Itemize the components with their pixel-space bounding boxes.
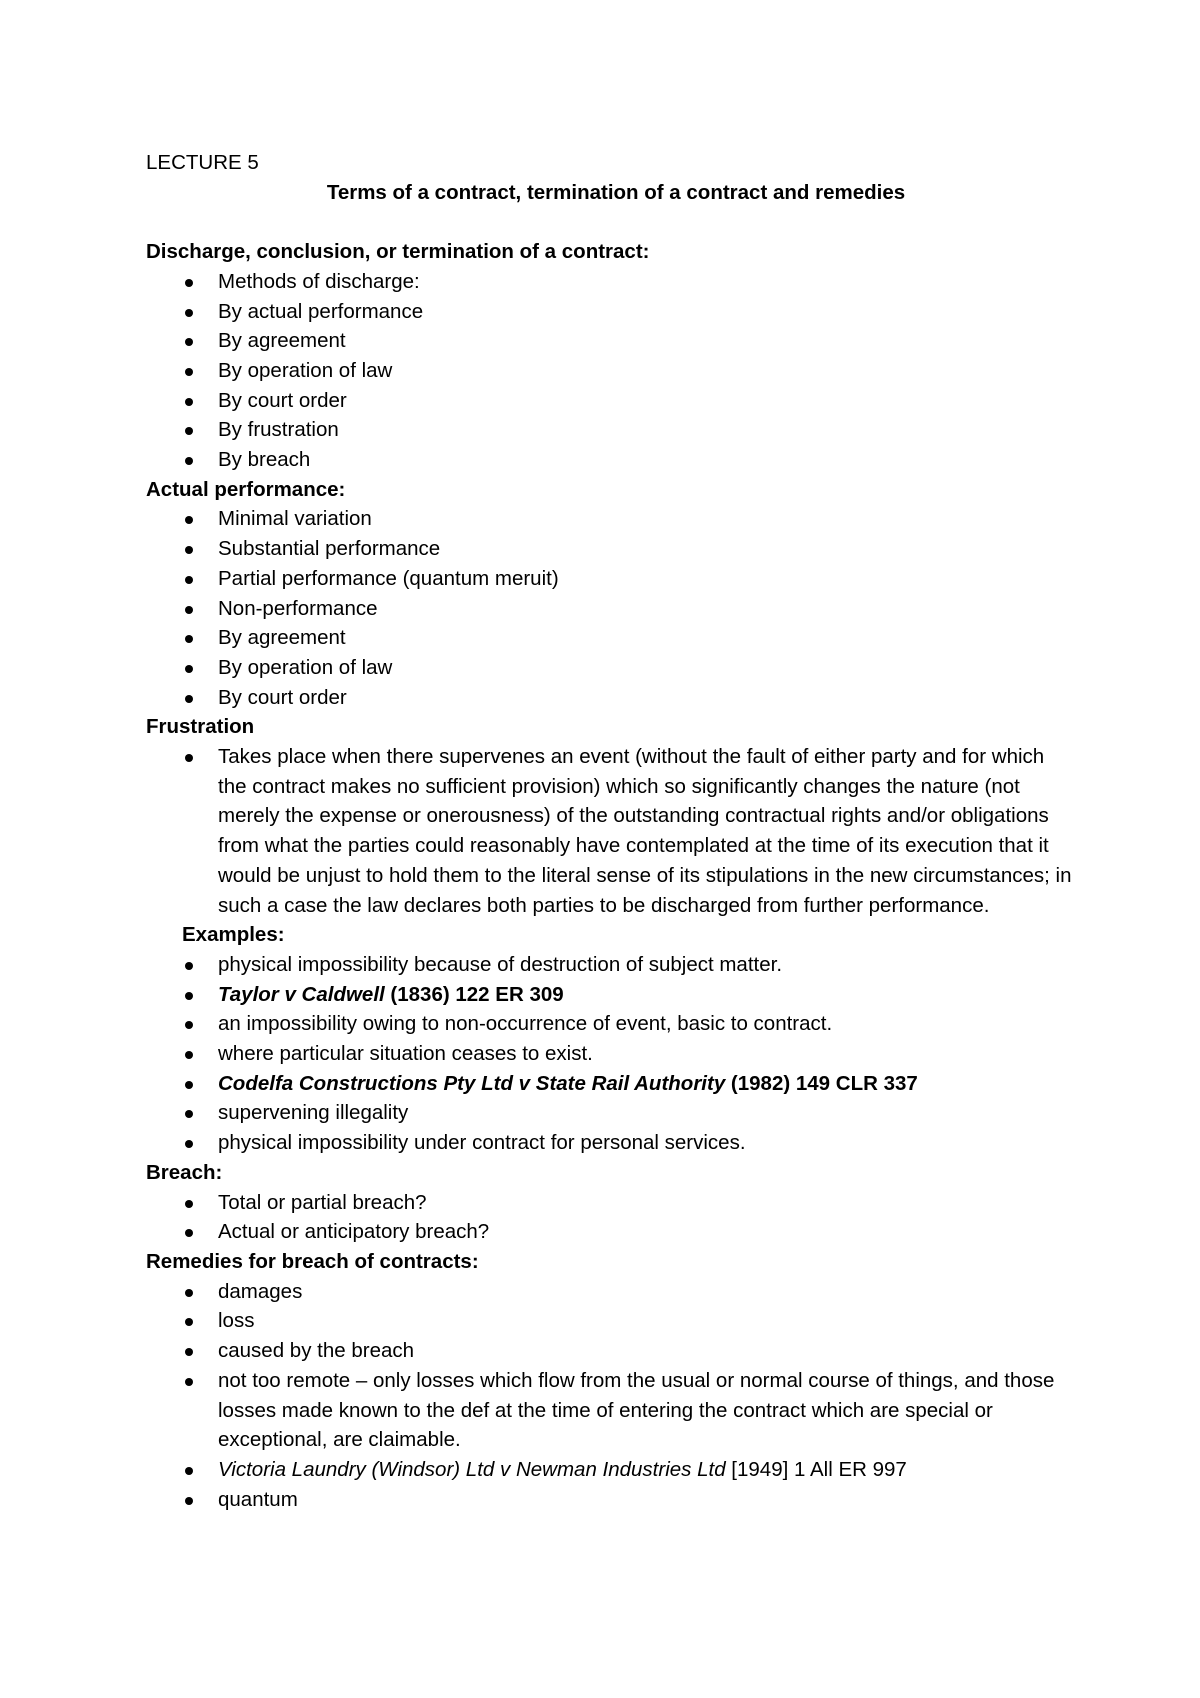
- list-item: Total or partial breach?: [146, 1188, 1086, 1218]
- list-item: By operation of law: [146, 356, 1086, 386]
- bullet-icon: [185, 1021, 193, 1029]
- list-item: By agreement: [146, 623, 1086, 653]
- list-item: caused by the breach: [146, 1336, 1086, 1366]
- bullet-icon: [185, 635, 193, 643]
- list-item: not too remote – only losses which flow from the usual or normal course of things, and those losses made known to the def at the time of entering the contract which are special or exceptional, are claimable.: [146, 1366, 1078, 1455]
- list-item: physical impossibility under contract for personal services.: [146, 1128, 1086, 1158]
- bullet-icon: [185, 992, 193, 1000]
- examples-list: [146, 950, 1086, 1158]
- bullet-icon: [185, 1497, 193, 1505]
- lecture-label: LECTURE 5: [146, 151, 259, 174]
- bullet-icon: [185, 457, 193, 465]
- blank-line: [146, 207, 1086, 237]
- bullet-icon: [185, 1378, 193, 1386]
- bullet-icon: [185, 279, 193, 287]
- bullet-icon: [185, 427, 193, 435]
- list-item: quantum: [146, 1485, 1086, 1515]
- bullet-icon: [185, 338, 193, 346]
- frustration-definition: Takes place when there supervenes an event (without the fault of either party and for which the contract makes no sufficient provision) which so significantly changes the nature (not merely the expense or onerousness) of the outstanding contractual rights and/or obligations from what the parties could reasonably have contemplated at the time of its execution that it would be unjust to hold them to the literal sense of its stipulations in the new circumstances; in such a case the law declares both parties to be discharged from further performance.: [146, 742, 1078, 920]
- list-item: By agreement: [146, 326, 1086, 356]
- list-item: Non-performance: [146, 594, 1086, 624]
- case-citation: [146, 1069, 1086, 1099]
- list-item: By frustration: [146, 415, 1086, 445]
- bullet-icon: [185, 546, 193, 554]
- bullet-icon: [185, 368, 193, 376]
- list-item: supervening illegality: [146, 1098, 1086, 1128]
- section-heading-remedies: Remedies for breach of contracts:: [146, 1250, 479, 1273]
- bullet-icon: [185, 606, 193, 614]
- list-item: Actual or anticipatory breach?: [146, 1217, 1086, 1247]
- document-body: [146, 148, 1086, 1514]
- examples-heading: Examples:: [182, 923, 285, 947]
- list-item: By breach: [146, 445, 1086, 475]
- list-item: physical impossibility because of destruction of subject matter.: [146, 950, 1086, 980]
- case-name: Victoria Laundry (Windsor) Ltd v Newman Industries Ltd: [218, 1457, 726, 1481]
- bullet-icon: [185, 1081, 193, 1089]
- actual-performance-list: [146, 504, 1086, 712]
- list-item: Minimal variation: [146, 504, 1086, 534]
- list-item: Partial performance (quantum meruit): [146, 564, 1086, 594]
- bullet-icon: [185, 1289, 193, 1297]
- bullet-icon: [185, 1348, 193, 1356]
- bullet-icon: [185, 962, 193, 970]
- bullet-icon: [185, 695, 193, 703]
- document-title: Terms of a contract, termination of a contract and remedies: [326, 180, 906, 204]
- bullet-icon: [185, 1318, 193, 1326]
- list-item: By court order: [146, 386, 1086, 416]
- section-heading-breach: Breach:: [146, 1160, 223, 1184]
- bullet-icon: [185, 1110, 193, 1118]
- bullet-icon: [185, 576, 193, 584]
- case-name: Taylor v Caldwell: [218, 982, 385, 1006]
- section-heading-actual-performance: Actual performance:: [146, 477, 346, 501]
- bullet-icon: [185, 1140, 193, 1148]
- list-item: an impossibility owing to non-occurrence of event, basic to contract.: [146, 1009, 1086, 1039]
- list-item: By court order: [146, 683, 1086, 713]
- list-item: loss: [146, 1306, 1086, 1336]
- list-item: By actual performance: [146, 297, 1086, 327]
- bullet-icon: [185, 309, 193, 317]
- bullet-icon: [185, 1467, 193, 1475]
- bullet-icon: [185, 1200, 193, 1208]
- bullet-icon: [185, 665, 193, 673]
- list-item: where particular situation ceases to exist.: [146, 1039, 1086, 1069]
- breach-list: [146, 1188, 1086, 1247]
- frustration-list: [146, 742, 1086, 920]
- list-item: By operation of law: [146, 653, 1086, 683]
- section-heading-frustration: Frustration: [146, 715, 255, 739]
- discharge-list: [146, 267, 1086, 475]
- case-name: Codelfa Constructions Pty Ltd v State Rail Authority: [218, 1071, 726, 1095]
- bullet-icon: [185, 1051, 193, 1059]
- bullet-icon: [185, 516, 193, 524]
- case-citation: [146, 980, 1086, 1010]
- case-citation: [146, 1455, 1086, 1485]
- list-item: damages: [146, 1277, 1086, 1307]
- list-item: Methods of discharge:: [146, 267, 1086, 297]
- list-item: Substantial performance: [146, 534, 1086, 564]
- case-reference: (1982) 149 CLR 337: [725, 1071, 918, 1095]
- bullet-icon: [185, 754, 193, 762]
- case-reference: [1949] 1 All ER 997: [725, 1457, 907, 1481]
- remedies-list: [146, 1277, 1086, 1515]
- bullet-icon: [185, 398, 193, 406]
- section-heading-discharge: Discharge, conclusion, or termination of a contract:: [146, 240, 650, 264]
- case-reference: (1836) 122 ER 309: [384, 982, 564, 1006]
- bullet-icon: [185, 1229, 193, 1237]
